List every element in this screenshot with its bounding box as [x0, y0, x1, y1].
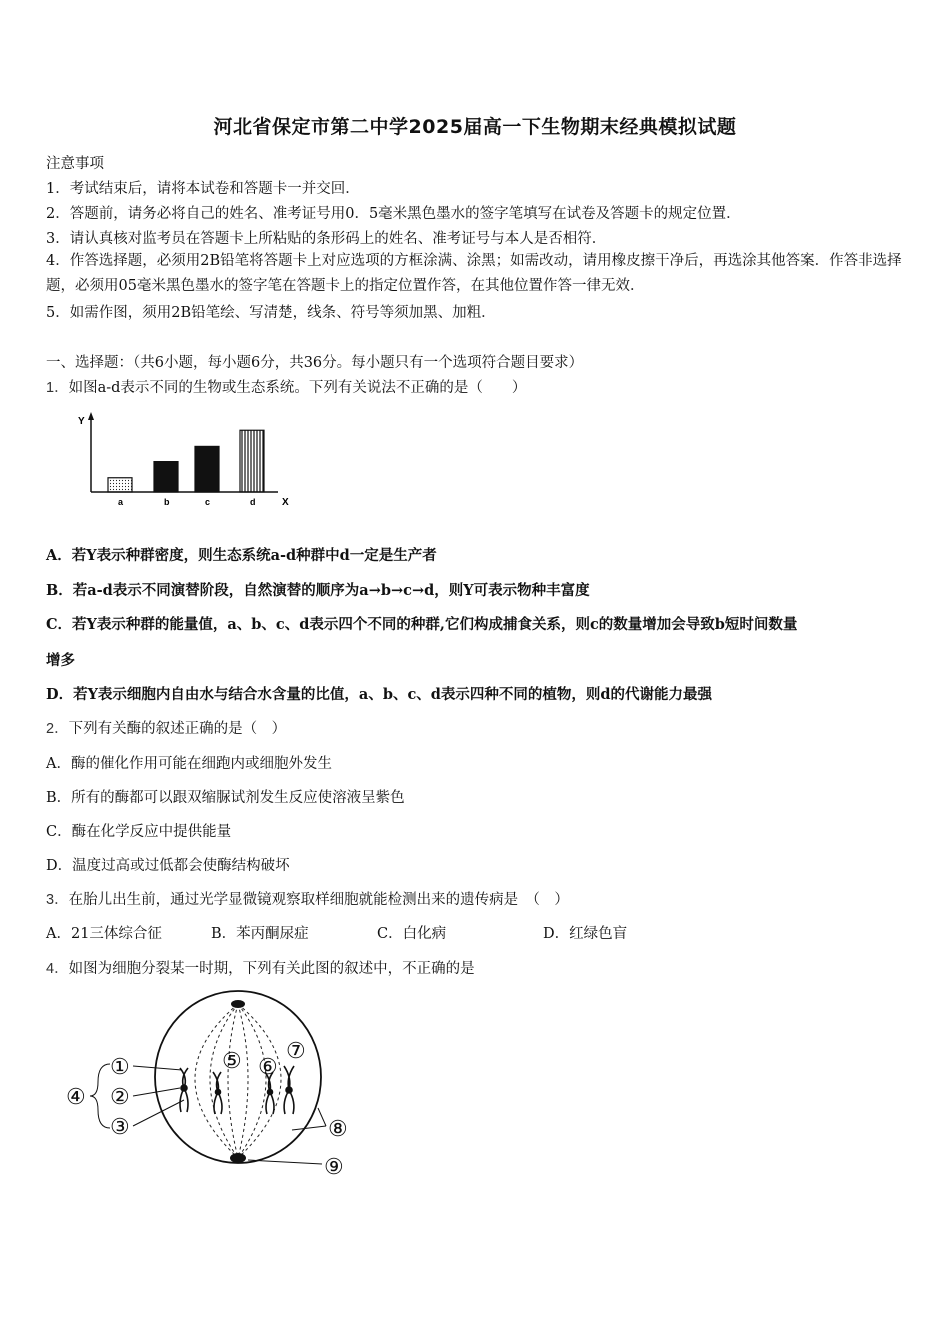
y-axis-arrow-icon — [88, 412, 94, 420]
q3-option-d: D．红绿色盲 — [543, 926, 628, 942]
notice-item-2: 2．答题前，请务必将自己的姓名、准考证号用0．5毫米黑色墨水的签字笔填写在试卷及答题卡的规定位置． — [46, 206, 741, 222]
q3-option-b: B．苯丙酮尿症 — [211, 926, 309, 942]
bar-a — [108, 478, 132, 492]
question-stem: 下列有关酶的叙述正确的是（ ） — [68, 721, 287, 737]
y-axis-label: Y — [78, 416, 85, 427]
label-4: ④ — [66, 1084, 86, 1109]
notice-item-4: 4．作答选择题，必须用2B铅笔将答题卡上对应选项的方框涂满、涂黑；如需改动，请用橡皮擦干净后，再选涂其他答案．作答非选择题，必须用05毫米黑色墨水的签字笔在答题卡上的指定位置作答，在其他位置作答一律无效． — [46, 253, 902, 294]
label-9: ⑨ — [324, 1154, 344, 1179]
tick-label-a: a — [118, 497, 124, 507]
label-8: ⑧ — [328, 1116, 348, 1141]
question-number: 2． — [46, 721, 69, 737]
section-heading: 一、选择题：（共6小题，每小题6分，共36分。每小题只有一个选项符合题目要求） — [46, 355, 584, 371]
q2-option-c: C．酶在化学反应中提供能量 — [46, 824, 232, 840]
label-1: ① — [110, 1054, 130, 1079]
question-number: 3． — [46, 892, 69, 908]
x-axis-label: X — [282, 497, 289, 508]
notice-item-3: 3．请认真核对监考员在答题卡上所粘贴的条形码上的姓名、准考证号与本人是否相符． — [46, 231, 607, 247]
label-6: ⑥ — [258, 1054, 278, 1079]
tick-label-b: b — [164, 497, 170, 507]
q1-bar-chart — [70, 410, 300, 515]
question-stem: 在胎儿出生前，通过光学显微镜观察取样细胞就能检测出来的遗传病是 （ ） — [68, 892, 569, 908]
q1-option-c: C．若Y表示种群的能量值，a、b、c、d表示四个不同的种群,它们构成捕食关系，则c的数量增加会导致b短时间数量 — [46, 616, 798, 633]
q1-option-a: A．若Y表示种群密度，则生态系统a-d种群中d一定是生产者 — [46, 547, 437, 564]
question-number: 4． — [46, 961, 69, 977]
label-7: ⑦ — [286, 1038, 306, 1063]
top-centrosome — [231, 1000, 245, 1008]
notice-heading: 注意事项 — [46, 156, 104, 172]
question-number: 1． — [46, 380, 69, 396]
bar-d — [240, 430, 264, 492]
bottom-centrosome — [230, 1153, 246, 1163]
q1-option-d: D．若Y表示细胞内自由水与结合水含量的比值，a、b、c、d表示四种不同的植物，则d的代谢能力最强 — [46, 686, 713, 703]
q2-option-a: A．酶的催化作用可能在细跑内或细胞外发生 — [46, 756, 332, 772]
label-5: ⑤ — [222, 1048, 242, 1073]
bar-c — [195, 446, 219, 492]
label-2: ② — [110, 1084, 130, 1109]
notice-item-1: 1．考试结束后，请将本试卷和答题卡一并交回． — [46, 181, 360, 197]
label-3: ③ — [110, 1114, 130, 1139]
bar-b — [154, 462, 178, 492]
notice-item-5: 5．如需作图，须用2B铅笔绘、写清楚，线条、符号等须加黑、加粗． — [46, 305, 496, 321]
q1-option-b: B．若a-d表示不同演替阶段，自然演替的顺序为a→b→c→d，则Y可表示物种丰富度 — [46, 582, 590, 599]
q3-option-c: C．白化病 — [377, 926, 447, 942]
question-1 — [46, 376, 526, 397]
question-2 — [46, 717, 286, 738]
cell-membrane — [155, 991, 321, 1163]
q3-option-a: A．21三体综合征 — [46, 926, 162, 942]
cell-division-diagram — [60, 990, 360, 1180]
spindle-fibers — [195, 1004, 281, 1158]
q1-option-c-cont: 增多 — [46, 652, 75, 669]
q2-option-b: B．所有的酶都可以跟双缩脲试剂发生反应使溶液呈紫色 — [46, 790, 405, 806]
tick-label-d: d — [250, 497, 256, 507]
question-stem: 如图为细胞分裂某一时期，下列有关此图的叙述中，不正确的是 — [68, 961, 475, 977]
page-title: 河北省保定市第二中学2025届高一下生物期末经典模拟试题 — [213, 116, 737, 138]
question-4 — [46, 957, 475, 978]
tick-label-c: c — [205, 497, 211, 507]
q2-option-d: D．温度过高或过低都会使酶结构破坏 — [46, 858, 290, 874]
question-stem: 如图a-d表示不同的生物或生态系统。下列有关说法不正确的是（ ） — [68, 380, 527, 396]
question-3 — [46, 888, 569, 909]
